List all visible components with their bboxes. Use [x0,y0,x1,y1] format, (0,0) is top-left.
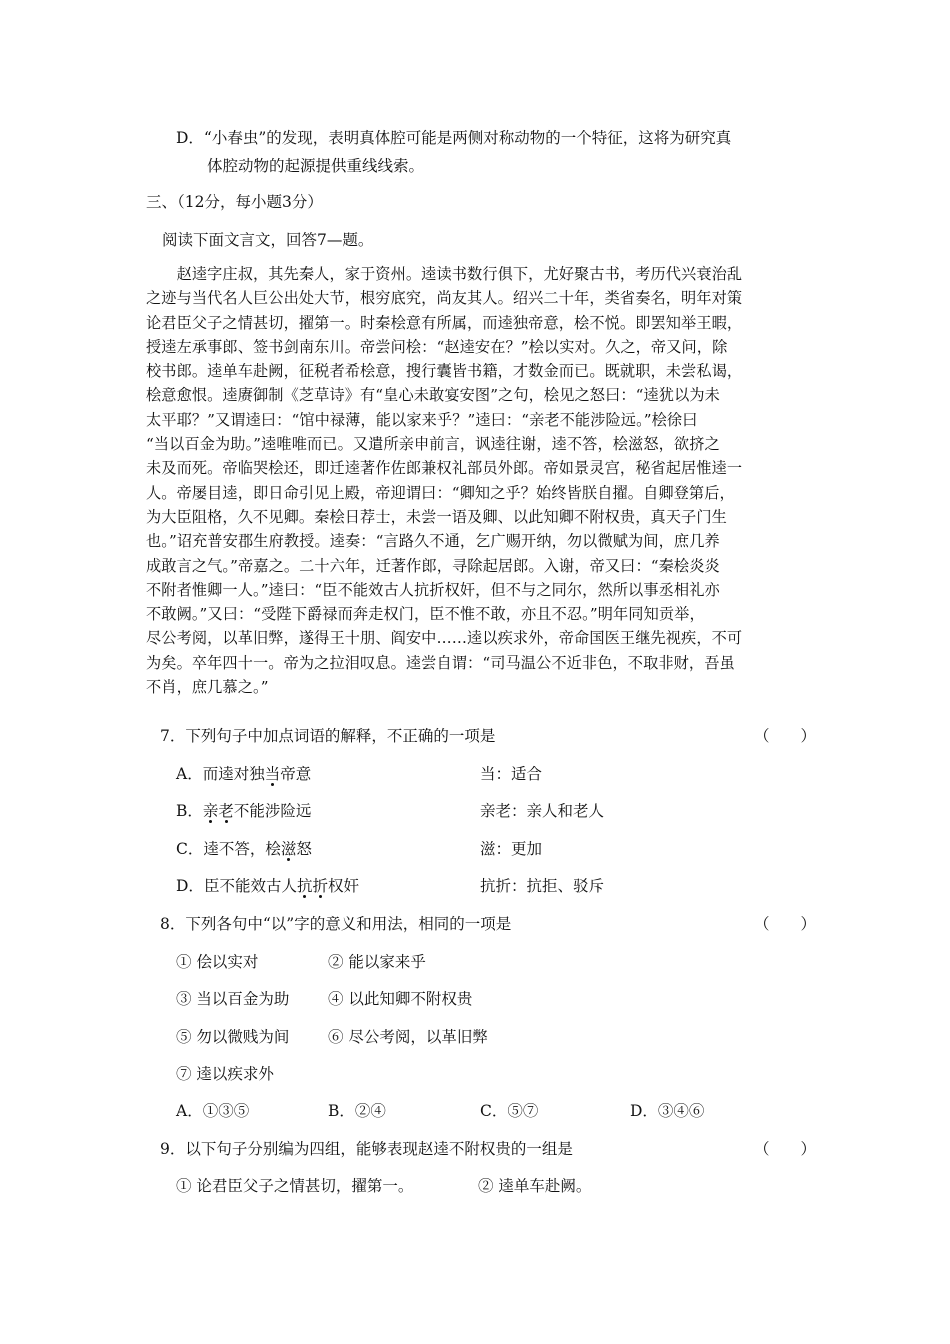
q6-option-d-line2: 体腔动物的起源提供重线线索。 [207,157,425,175]
section-instruction: 阅读下面文言文，回答7—题。 [162,231,374,249]
q6-option-d-line1: D．“小春虫”的发现，表明真体腔可能是两侧对称动物的一个特征，这将为研究真 [176,129,732,147]
passage-line: 桧意愈恨。逵赓御制《芝草诗》有“皇心未敢宴安图”之句，桧见之怒曰：“逵犹以为未 [146,386,720,405]
option-letter: C． [176,840,204,858]
passage-line: 校书郎。逵单车赴阙，征税者希桧意，搜行囊皆书籍，才数金而已。既就职，未尝私谒， [146,362,743,381]
passage-line: “当以百金为助。”逵唯唯而已。又遣所亲申前言，讽逵往谢，逵不答，桧滋怒，欲挤之 [146,435,720,454]
section-heading: 三、（12分，每小题3分） [146,193,323,211]
dotted-word: 当 [264,765,281,783]
option-letter: A． [176,765,203,783]
q7-option-c [176,837,312,859]
q8-item: ① 侩以实对 [176,953,259,971]
option-text: 不能涉险远 [233,802,312,820]
q7-option-b [176,799,311,821]
passage-line: 之迹与当代名人巨公出处大节，根穷底究，尚友其人。绍兴二十年，类省奏名，明年对策 [146,289,743,308]
q8-choice-b: B．②④ [328,1102,386,1120]
option-text: 逵不答，桧 [203,840,281,858]
passage-line: 不敢阙。”又曰：“受陛下爵禄而奔走权门，臣不惟不敢，亦且不忍。”明年同知贡举， [146,605,705,624]
classical-passage [146,262,810,699]
passage-line: 也。”诏充普安郡生府教授。逵奏：“言路久不通，乞广赐开纳，勿以微赋为间，庶几养 [146,532,720,551]
q8-item: ③ 当以百金为助 [176,990,290,1008]
q8-item: ⑤ 勿以微贱为间 [176,1028,290,1046]
q8-item: ⑥ 尽公考阅，以革旧弊 [328,1028,488,1046]
q9-stem: 9．以下句子分别编为四组，能够表现赵逵不附权贵的一组是 [160,1140,573,1158]
q7-option-d [176,874,359,896]
q8-item: ② 能以家来乎 [328,953,426,971]
q8-choice-a: A．①③⑤ [176,1102,250,1120]
passage-line: 为矣。卒年四十一。帝为之拉泪叹息。逵尝自谓：“司马温公不近非色，不取非财，吾虽 [146,653,735,672]
option-text: 臣不能效古人 [203,877,297,895]
passage-line: 赵逵字庄叔，其先秦人，家于资州。逵读书数行俱下，尤好聚古书，考历代兴衰治乱 [146,265,743,283]
dotted-word: 抗折 [296,877,328,895]
passage-line: 人。帝屡目逵，即日命引见上殿，帝迎谓曰：“卿知之乎？始终皆朕自擢。自卿登第后， [146,483,735,502]
option-text: 怒 [296,840,312,858]
q7-stem: 7．下列句子中加点词语的解释，不正确的一项是 [160,727,496,745]
q8-choice-d: D．③④⑥ [630,1102,705,1120]
option-letter: D． [176,877,204,895]
q8-item: ⑦ 逵以疾求外 [176,1065,274,1083]
dotted-word: 滋 [280,840,297,858]
option-letter: B． [176,802,203,820]
passage-line: 论君臣父子之情甚切，擢第一。时秦桧意有所属，而逵独帝意，桧不悦。即罢知举王暇， [146,313,743,332]
passage-line: 授逵左承事郎、签书剑南东川。帝尝问桧：“赵逵安在？”桧以实对。久之，帝又问，除 [146,337,728,356]
passage-line: 不肖，庶几慕之。” [146,678,269,697]
q8-answer-paren: （ ） [754,915,817,933]
q7-answer-paren: （ ） [754,727,817,745]
passage-line: 未及而死。帝临哭桧还，即迁逵著作佐郎兼权礼部员外郎。帝如景灵宫，秘省起居惟逵一 [146,459,743,478]
q7-option-a [176,762,311,784]
q8-item: ④ 以此知卿不附权贵 [328,990,473,1008]
q8-stem: 8．下列各句中“以”字的意义和用法，相同的一项是 [160,915,512,933]
passage-line: 太平耶？”又谓逵曰：“馆中禄薄，能以家来乎？”逵曰：“亲老不能涉险远。”桧徐曰 [146,410,698,429]
passage-line: 尽公考阅，以革旧弊，遂得王十朋、阎安中……逵以疾求外，帝命国医王继先视疾，不可 [146,629,743,648]
q7-gloss-c: 滋：更加 [480,840,543,858]
q9-item: ② 逵单车赴阙。 [478,1177,592,1195]
q9-item: ① 论君臣父子之情甚切，擢第一。 [176,1177,414,1195]
q7-gloss-a: 当：适合 [480,765,543,783]
option-text: 权奸 [327,877,359,895]
dotted-word: 亲老 [202,802,234,820]
q9-answer-paren: （ ） [754,1140,817,1158]
q7-gloss-b: 亲老：亲人和老人 [480,802,605,820]
passage-line: 不附者惟卿一人。”逵曰：“臣不能效古人抗折权奸，但不与之同尔，然所以事丞相礼亦 [146,580,720,599]
option-text: 帝意 [280,765,312,783]
option-text: 而逵对独 [202,765,265,783]
q7-gloss-d: 抗折：抗拒、驳斥 [480,877,605,895]
passage-line: 为大臣阻格，久不见卿。秦桧日荐士，未尝一语及卿、以此知卿不附权贵，真天子门生 [146,507,727,526]
passage-line: 成敢言之气。”帝嘉之。二十六年，迁著作郎，寻除起居郎。入谢，帝又曰：“秦桧炎炎 [146,556,720,575]
q8-choice-c: C．⑤⑦ [480,1102,539,1120]
